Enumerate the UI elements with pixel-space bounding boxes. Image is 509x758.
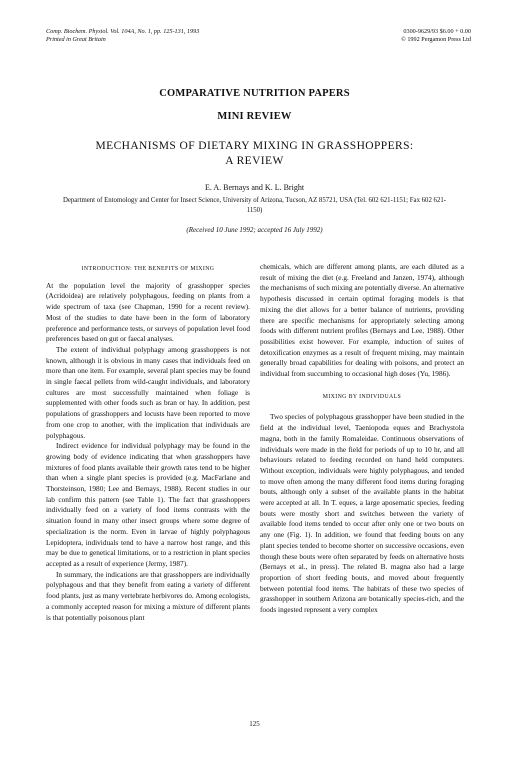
paragraph: Indirect evidence for individual polyphagy may be found in the growing body of evidence indicating that when grasshoppers have mixtures of food plants available their growth rates tend to be higher than when a single plant species is provided (e.g. MacFarlane and Thorsteinson, 1980; Lee and Bernays, 1988). Recent studies in our lab confirm this pattern (see Table 1). The fact that grasshoppers individually feed on a variety of food items contrasts with the situation found in many other insect groups where some degree of specialization is the norm. Even in larvae of highly polyphagous Lepidoptera, individuals tend to have a narrow host range, and this may be due to genetical limitations, or to a restriction in plant species accepted as a result of experience (Jermy, 1987). [46, 441, 250, 568]
paragraph: The extent of individual polyphagy among grasshoppers is not known, although it is obvious in many cases that individuals feed on more than one item. For example, several plant species may be found in single faecal pellets from wild-caught individuals, and laboratory cultures are most successfully maintained when foliage is supplemented with other foods such as bran or hay. In addition, pest populations of grasshoppers and locusts have been reported to move from one crop to another, with the implication that individuals are polyphagous. [46, 344, 250, 440]
title-line-2: A REVIEW [225, 155, 284, 167]
section-heading-intro: INTRODUCTION: THE BENEFITS OF MIXING [81, 266, 215, 272]
journal-citation [46, 28, 199, 44]
paragraph: At the population level the majority of grasshopper species (Acridoidea) are relatively polyphagous, feeding on plants from a wide spectrum of taxa (see Chapman, 1990 for a recent review). Most of the studies to date have been in the form of laboratory preference and performance tests, or surveys of population level food preferences based on gut or faecal analyses. [46, 280, 250, 344]
issn-line: 0300-9629/93 $6.00 + 0.00 [403, 28, 471, 35]
section-label: COMPARATIVE NUTRITION PAPERS [159, 88, 350, 99]
received-dates: (Received 10 June 1992; accepted 16 July 1992) [186, 226, 323, 234]
authors: E. A. Bernays and K. L. Bright [204, 183, 305, 192]
copyright-block [401, 28, 471, 44]
section-heading-mixing: MIXING BY INDIVIDUALS [322, 393, 402, 400]
right-column [260, 262, 464, 616]
left-column [46, 262, 250, 623]
title-line-1: MECHANISMS OF DIETARY MIXING IN GRASSHOPPERS: [95, 140, 414, 152]
affiliation: Department of Entomology and Center for Insect Science, University of Arizona, Tucson, AZ 85721, USA (Tel. 602 621-1151; Fax 602 621-1150) [62, 197, 447, 214]
sub-label: MINI REVIEW [217, 111, 292, 122]
journal-line: Comp. Biochem. Physiol. Vol. 104A, No. 1, pp. 125-131, 1993 [46, 28, 200, 35]
printed-line: Printed in Great Britain [46, 36, 106, 43]
page-number: 125 [249, 720, 260, 728]
paragraph: Two species of polyphagous grasshopper have been studied in the field at the individual level, Taeniopoda eques and Brachystola magna, both in the family Romaleidae. Continuous observations of individuals were made in the field for periods of up to 10 hr, and all behaviours related to feeding recorded on hand held computers. Without exception, individuals were highly polyphagous, and tended to move often among the many different food items during foraging bouts, although only a subset of the available plants in the habitat were accepted at all. In T. eques, a large aposematic species, feeding bouts were mostly short and switches between the variety of available food items tended to occur after only one or two bouts on any one (Fig. 1). In addition, we found that feeding bouts on any plant species tended to become shorter on successive occasions, even though these bouts were often separated by feeds on alternative hosts (Bernays et al., in press). The related B. magna also had a large proportion of short feeding bouts, and moved about frequently between potential food items. The habitats of these two species of grasshopper in southern Arizona are botanically species-rich, and the foods ingested represent a very complex [260, 412, 464, 615]
copyright-line: © 1992 Pergamon Press Ltd [401, 36, 471, 43]
paragraph: chemicals, which are different among plants, are each diluted as a result of mixing the diet (e.g. Freeland and Janzen, 1974), although the mechanisms of such mixing are potentially diverse. An alternative hypothesis discussed in certain optimal foraging models is that mixing the diet allows for a better balance of nutrients, providing there are specific mechanisms for appropriately selecting among foods with different nutrient profiles (Bernays and Lee, 1988). Other possibilities exist however. For example, induction of suites of detoxification enzymes as a result of frequent mixing, may maintain generally broad capabilities for dealing with poisons, and protect an individual from succumbing to occasional high doses (Yu, 1986). [260, 262, 464, 379]
paragraph: In summary, the indications are that grasshoppers are individually polyphagous and that they benefit from eating a variety of different food plants, just as many vertebrate herbivores do. Among ecologists, a commonly accepted reason for mixing a mixture of different plants is that potentially poisonous plant [46, 569, 250, 622]
